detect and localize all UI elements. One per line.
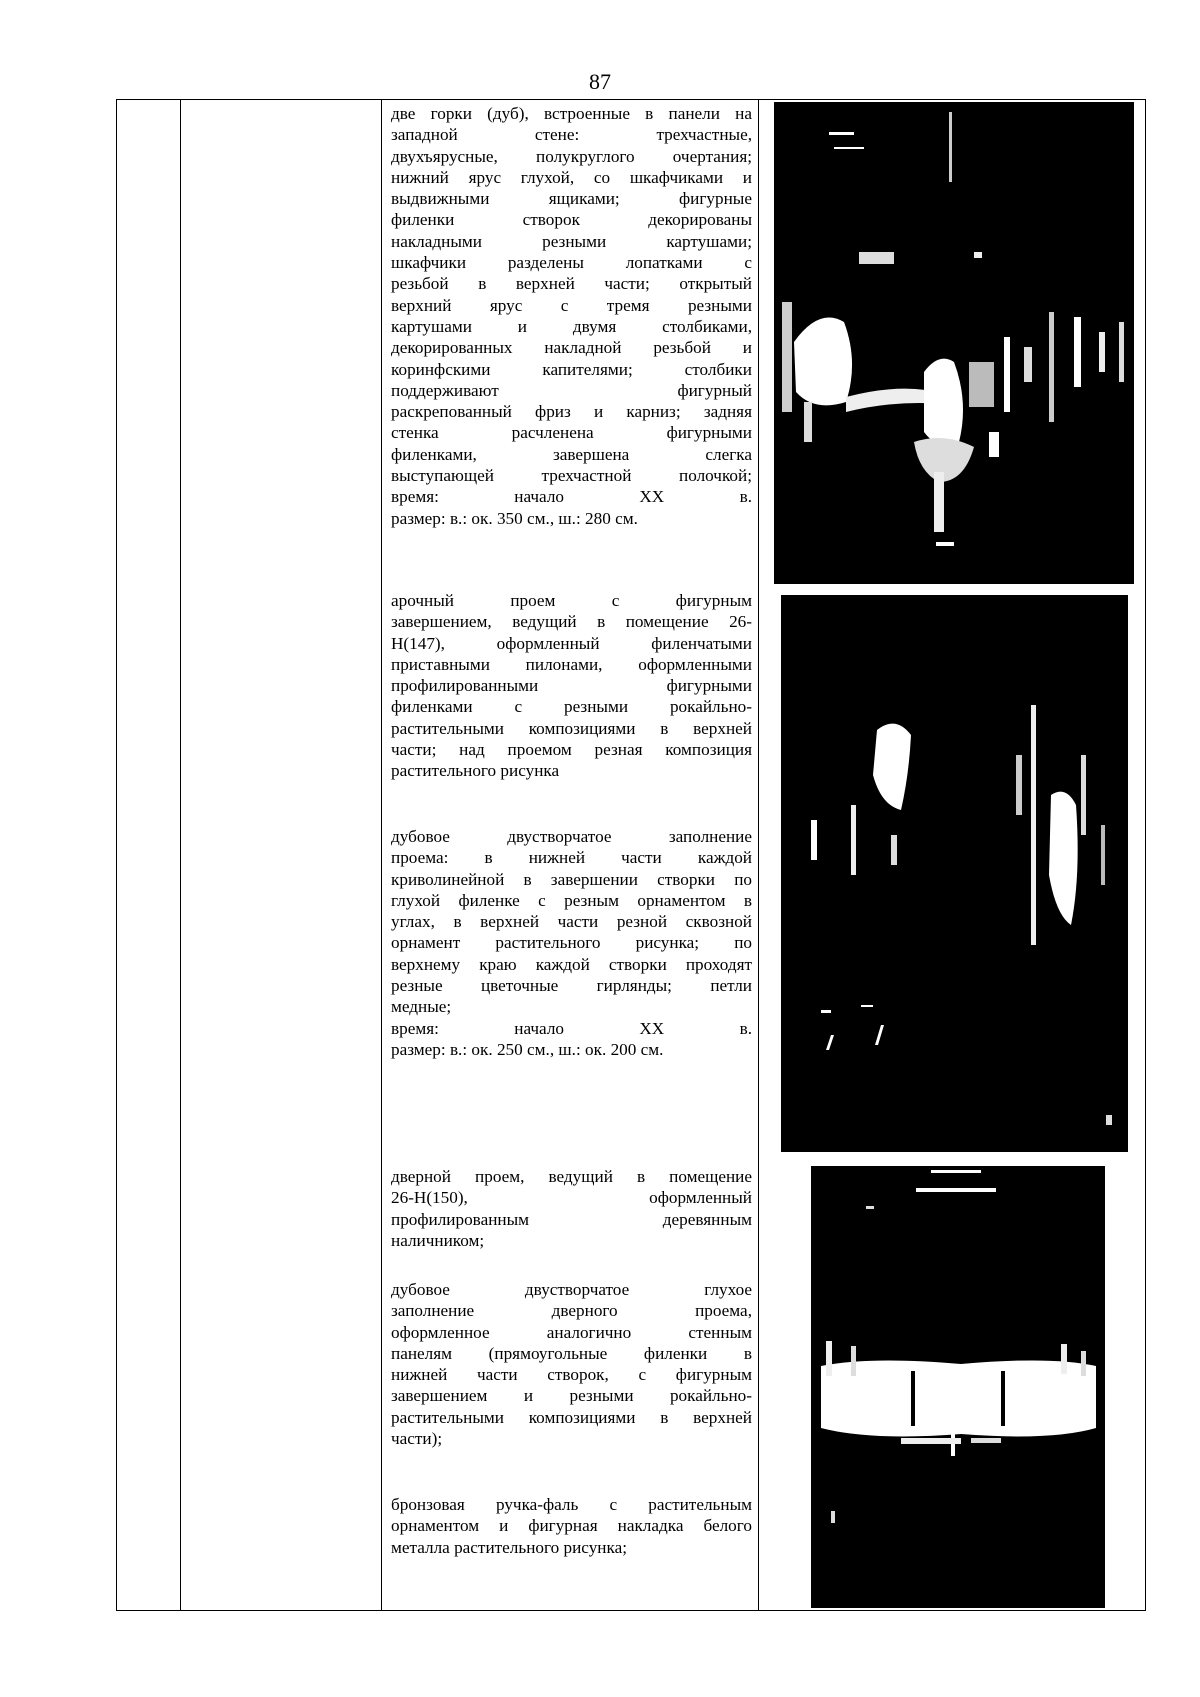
text-line: части; над проемом резная композиция xyxy=(391,740,752,760)
text-line: части); xyxy=(391,1429,443,1449)
entry-bronze-handle xyxy=(391,1494,752,1558)
photo-cabinets xyxy=(774,102,1134,584)
text-line: оформленное аналогично стенным xyxy=(391,1322,752,1342)
text-line: растительными композициями в верхней xyxy=(391,1407,752,1427)
text-line: накладными резными картушами; xyxy=(391,231,752,251)
text-line: завершением и резными рокайльно- xyxy=(391,1386,752,1406)
text-line: металла растительного рисунка; xyxy=(391,1537,627,1557)
text-line: приставными пилонами, оформленными xyxy=(391,654,752,674)
column-divider-1 xyxy=(180,100,181,1610)
description-column xyxy=(381,100,754,1610)
text-line: заполнение дверного проема, xyxy=(391,1301,752,1321)
text-line: резьбой в верхней части; открытый xyxy=(391,274,752,294)
text-line: стенка расчленена фигурными xyxy=(391,423,752,443)
text-line: верхнему краю каждой створки проходят xyxy=(391,954,752,974)
text-line: западной стене: трехчастные, xyxy=(391,125,752,145)
text-line: филенками с резными рокайльно- xyxy=(391,697,752,717)
text-line: филенки створок декорированы xyxy=(391,210,752,230)
column-divider-3 xyxy=(758,100,759,1610)
entry-door-opening xyxy=(391,1166,752,1251)
text-line: нижней части створок, с фигурным xyxy=(391,1365,752,1385)
entry-cabinets xyxy=(391,103,752,529)
text-line: двухъярусные, полукруглого очертания; xyxy=(391,146,752,166)
text-line: орнамент растительного рисунка; по xyxy=(391,933,752,953)
text-line: завершением, ведущий в помещение 26- xyxy=(391,612,752,632)
text-line: криволинейной в завершении створки по xyxy=(391,869,752,889)
text-line: растительными композициями в верхней xyxy=(391,718,752,738)
text-line: дубовое двустворчатое глухое xyxy=(391,1280,752,1299)
text-line: бронзовая ручка-фаль с растительным xyxy=(391,1495,752,1514)
text-line: дверной проем, ведущий в помещение xyxy=(391,1167,752,1186)
text-line: профилированными фигурными xyxy=(391,676,752,696)
text-line: размер: в.: ок. 350 см., ш.: 280 см. xyxy=(391,508,638,528)
text-line: профилированным деревянным xyxy=(391,1209,752,1229)
text-line: шкафчики разделены лопатками с xyxy=(391,253,752,273)
text-line: поддерживают фигурный xyxy=(391,380,752,400)
text-line: резные цветочные гирлянды; петли xyxy=(391,976,752,996)
text-line: нижний ярус глухой, со шкафчиками и xyxy=(391,167,752,187)
text-line: филенками, завершена слегка xyxy=(391,444,752,464)
text-line: глухой филенке с резным орнаментом в xyxy=(391,890,752,910)
text-line: дубовое двустворчатое заполнение xyxy=(391,827,752,846)
text-line: размер: в.: ок. 250 см., ш.: ок. 200 см. xyxy=(391,1039,664,1059)
text-line: верхний ярус с тремя резными xyxy=(391,295,752,315)
text-line: коринфскими капителями; столбики xyxy=(391,359,752,379)
text-line: картушами и двумя столбиками, xyxy=(391,316,752,336)
text-line: 26-Н(150), оформленный xyxy=(391,1188,752,1208)
text-line: время: начало XX в. xyxy=(391,487,752,507)
text-line: наличником; xyxy=(391,1230,485,1250)
text-line: декорированных накладной резьбой и xyxy=(391,338,752,358)
photo-door-opening xyxy=(811,1166,1105,1608)
inventory-table xyxy=(116,99,1146,1611)
text-line: углах, в верхней части резной сквозной xyxy=(391,912,752,932)
entry-blind-door-infill xyxy=(391,1279,752,1449)
text-line: выступающей трехчастной полочкой; xyxy=(391,466,752,486)
text-line: раскрепованный фриз и карниз; задняя xyxy=(391,402,752,422)
entry-arched-opening xyxy=(391,590,752,782)
text-line: время: начало XX в. xyxy=(391,1018,752,1038)
photo-arched-opening xyxy=(781,595,1128,1152)
text-line: две горки (дуб), встроенные в панели на xyxy=(391,104,752,123)
text-line: Н(147), оформленный филенчатыми xyxy=(391,633,752,653)
entry-double-door-infill xyxy=(391,826,752,1060)
text-line: медные; xyxy=(391,997,452,1017)
text-line: проема: в нижней части каждой xyxy=(391,848,752,868)
text-line: выдвижными ящиками; фигурные xyxy=(391,189,752,209)
text-line: панелям (прямоугольные филенки в xyxy=(391,1343,752,1363)
text-line: растительного рисунка xyxy=(391,761,560,781)
page-number: 87 xyxy=(589,69,611,94)
text-line: арочный проем с фигурным xyxy=(391,591,752,610)
text-line: орнаментом и фигурная накладка белого xyxy=(391,1516,752,1536)
